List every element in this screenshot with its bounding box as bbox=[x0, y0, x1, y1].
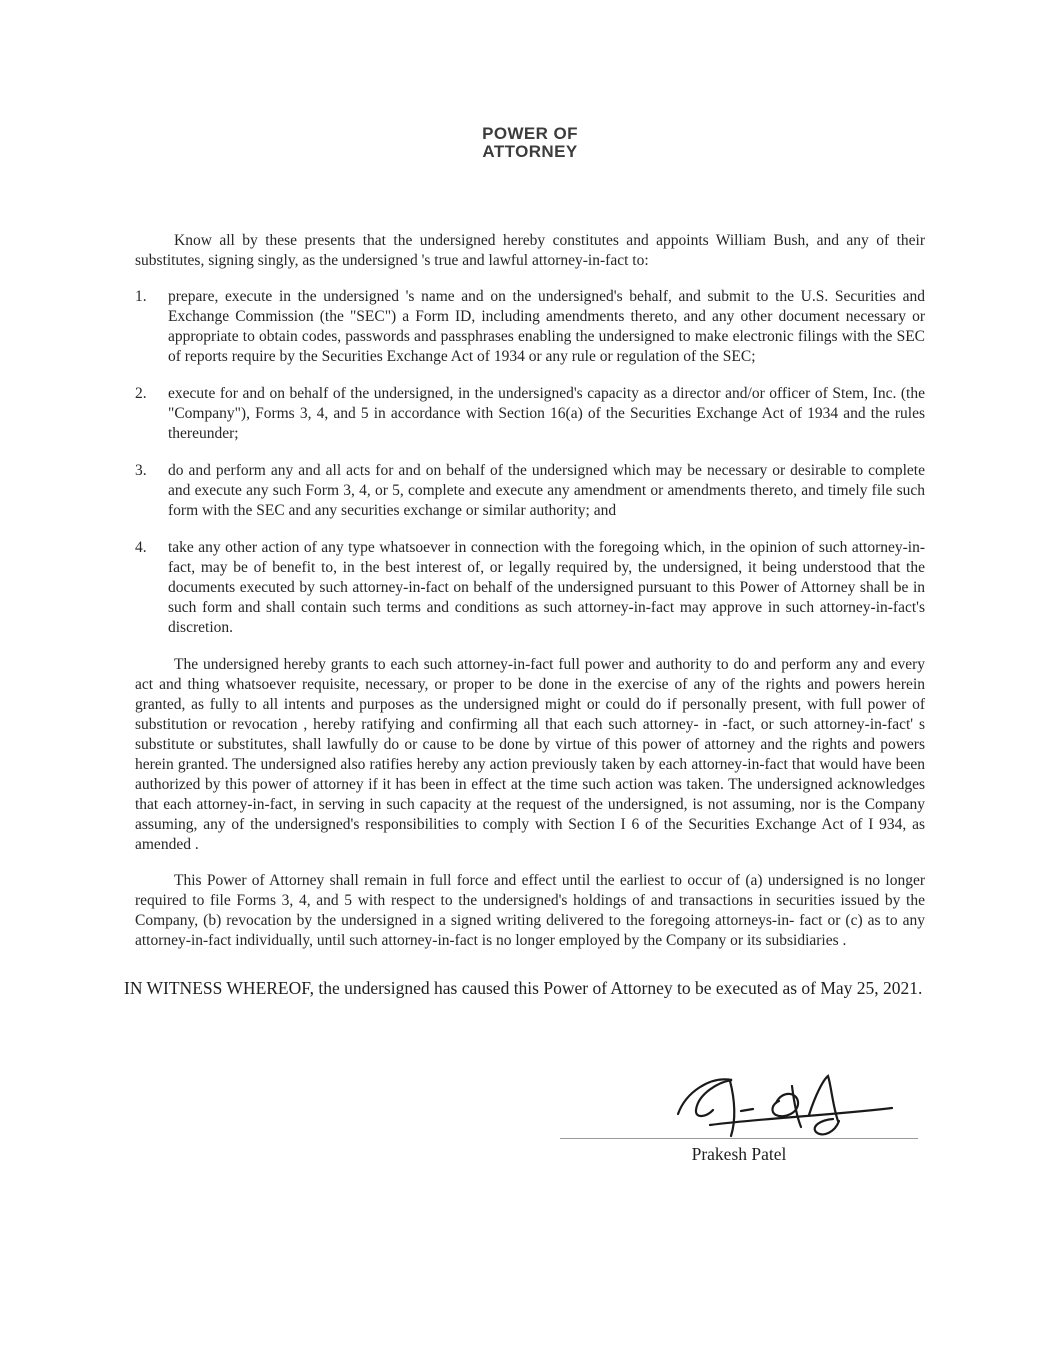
list-item bbox=[135, 461, 925, 521]
list-item bbox=[135, 287, 925, 367]
list-item-text: prepare, execute in the undersigned 's name and on the undersigned's behalf, and submit to the U.S. Securities and Exchange Commission (the "SEC") a Form ID, including amendments thereto, and any other document necessary or appropriate to obtain codes, passwords and passphrases enabling the undersigned to make electronic filings with the SEC of reports require by the Securities Exchange Act of 1934 or any rule or regulation of the SEC; bbox=[168, 288, 925, 365]
list-item-text: execute for and on behalf of the undersigned, in the undersigned's capacity as a director and/or officer of Stem, Inc. (the "Company"), Forms 3, 4, and 5 in accordance with Section 16(a) of the Securities Exchange Act of 1934 and the rules thereunder; bbox=[168, 385, 925, 442]
list-item-number: 1. bbox=[135, 288, 147, 305]
signatory-name: Prakesh Patel bbox=[691, 1144, 787, 1164]
document-title-line1: POWER OF bbox=[482, 124, 578, 143]
opening-paragraph: Know all by these presents that the undersigned hereby constitutes and appoints William Bush, and any of their substitutes, signing singly, as the undersigned 's true and lawful attorney-in-fact to: bbox=[135, 232, 925, 269]
list-item-number: 3. bbox=[135, 462, 147, 479]
document-title bbox=[135, 125, 925, 161]
grant-paragraph: The undersigned hereby grants to each such attorney-in-fact full power and authority to do and perform any and every act and thing whatsoever requisite, necessary, or proper to be done in the exercise of any of the rights and powers herein granted, as fully to all intents and purposes as the undersigned might or could do if personally present, with full power of substitution or revocation , hereby ratifying and confirming all that each such attorney- in -fact, or such attorney-in-fact' s substitute or substitutes, shall lawfully do or cause to be done by virtue of this power of attorney and the rights and powers herein granted. The undersigned also ratifies hereby any action previously taken by each attorney-in-fact that would have been authorized by this power of attorney if it has been in effect at the time such action was taken. The undersigned acknowledges that each attorney-in-fact, in serving in such capacity at the request of the undersigned, is not assuming, nor is the Company assuming, any of the undersigned's responsibilities to comply with Section I 6 of the Securities Exchange Act of I 934, as amended . bbox=[135, 656, 925, 853]
list-item bbox=[135, 384, 925, 444]
list-item-text: take any other action of any type whatsoever in connection with the foregoing which, in the opinion of such attorney-in-fact, may be of benefit to, in the best interest of, or legally required by, the undersigned, it being understood that the documents executed by such attorney-in-fact on behalf of the undersigned pursuant to this Power of Attorney shall be in such form and shall contain such terms and conditions as such attorney-in-fact may approve in such attorney-in-fact's discretion. bbox=[168, 539, 925, 636]
duration-paragraph: This Power of Attorney shall remain in full force and effect until the earliest to occur of (a) undersigned is no longer required to file Forms 3, 4, and 5 with respect to the undersigned's holdings of and transactions in securities issued by the Company, (b) revocation by the undersigned in a signed writing delivered to the foregoing attorneys-in- fact or (c) as to any attorney-in-fact individually, until such attorney-in-fact is no longer employed by the Company or its subsidiaries . bbox=[135, 872, 925, 949]
document-title-line2: ATTORNEY bbox=[482, 142, 578, 161]
signature-block bbox=[560, 1072, 918, 1165]
list-item bbox=[135, 538, 925, 638]
witness-paragraph: IN WITNESS WHEREOF, the undersigned has caused this Power of Attorney to be executed as of May 25, 2021. bbox=[124, 978, 923, 998]
list-item-text: do and perform any and all acts for and on behalf of the undersigned which may be necessary or desirable to complete and execute any such Form 3, 4, or 5, complete and execute any amendment or amendments thereto, and timely file such form with the SEC and any securities exchange or similar authority; and bbox=[168, 462, 925, 519]
numbered-list bbox=[135, 287, 925, 638]
list-item-number: 4. bbox=[135, 539, 147, 556]
list-item-number: 2. bbox=[135, 385, 147, 402]
signature-handwriting-icon bbox=[560, 1072, 918, 1138]
